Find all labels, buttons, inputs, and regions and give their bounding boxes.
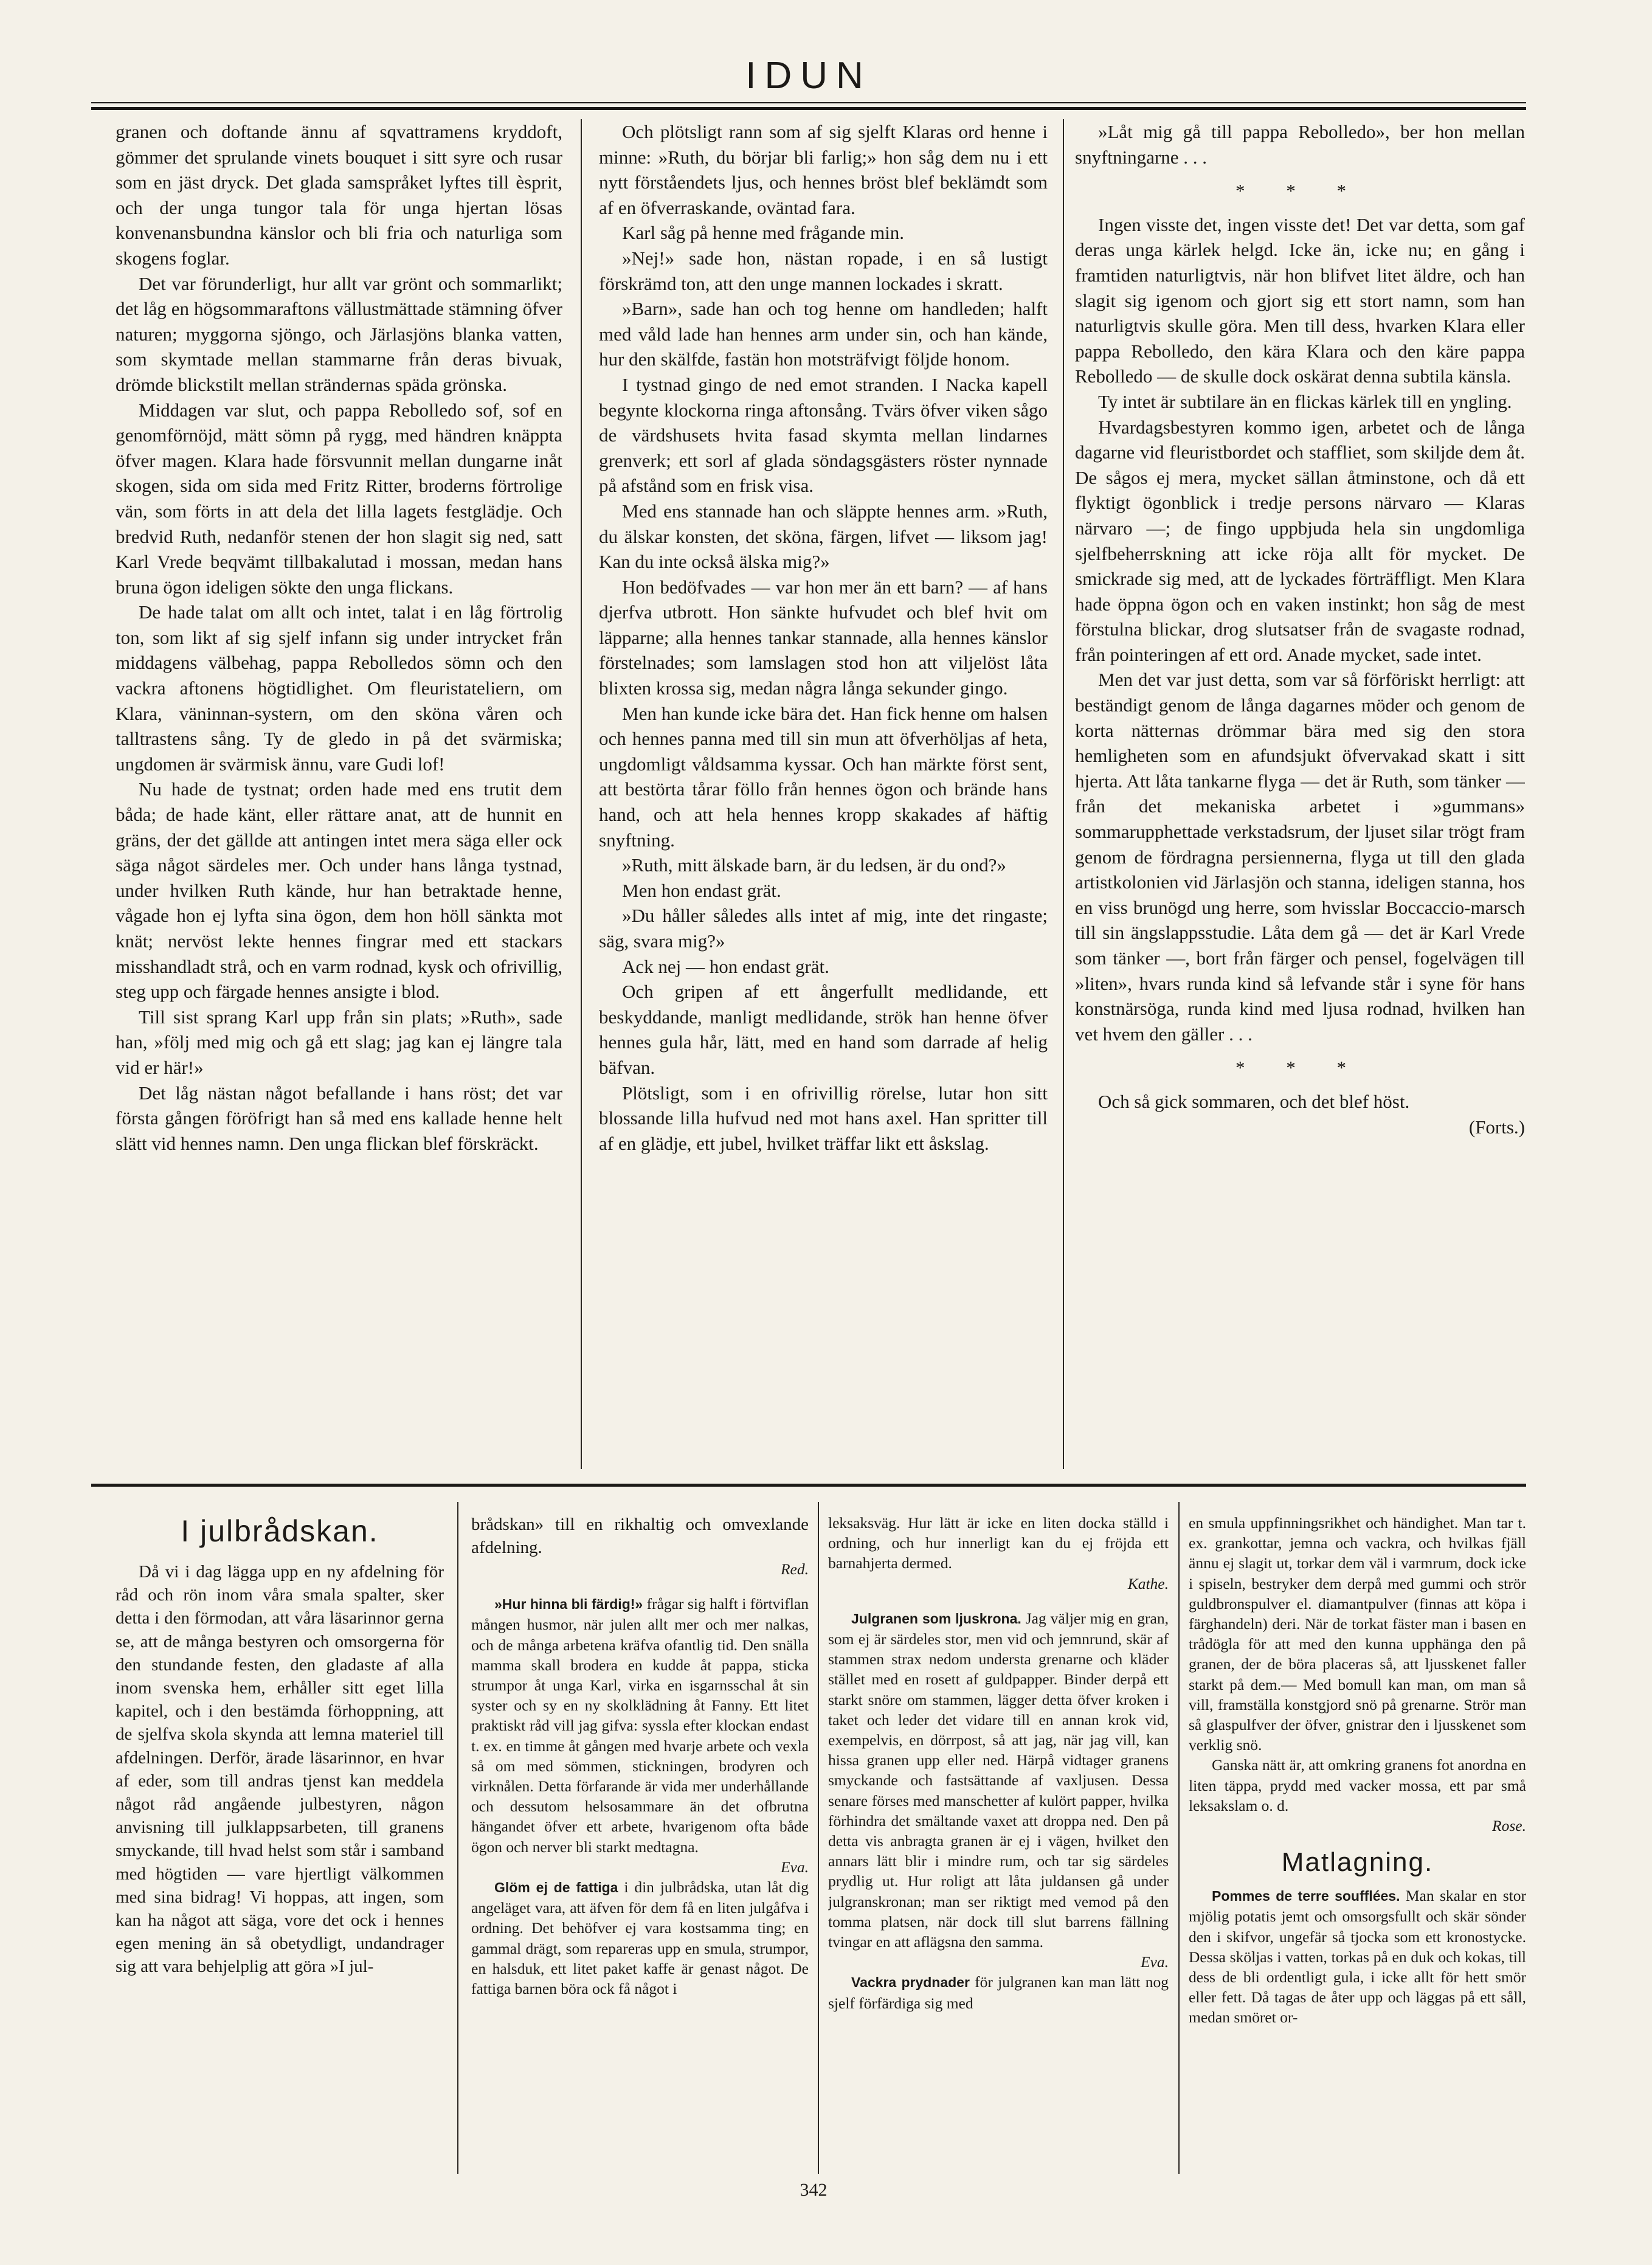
signature: Eva. — [780, 1858, 809, 1876]
tip-paragraph — [471, 1877, 809, 1999]
paragraph: Ty intet är subtilare än en flickas kärlek till en yngling. — [1098, 390, 1512, 412]
paragraph: Och plötsligt rann som af sig sjelft Klaras ord henne i minne: »Ruth, du börjar bli farlig;» hon såg dem nu i ett nytt förståendets ljus, och hennes bröst blef beklämdt som af en öfverraskande, oväntad fara. — [599, 121, 1048, 218]
section-title: I julbrådskan. — [181, 1514, 379, 1548]
paragraph: Men det var just detta, som var så förföriskt herrligt: att beständigt genom de långa dagarnes möder och genom de korta nätternas drömmar bära med sig den stora hemligheten som en afundsjukt öfvervakad skatt i sitt hjerta. Att låta tankarne flyga — det är Ruth, som tänker — från det mekaniska arbetet i »gummans» sommarupphettade verkstadsrum, der ljuset silar trögt fram genom de fördragna persiennerna, flyga ut till den glada artistkolonien vid Järlasjön och stanna, ideligen stanna, hos en viss brunögd ung herre, som hvisslar Boccaccio-marsch till sin ängslappsstudie. Låta dem gå — det är Karl Vrede som tänker —, bort från färger och pensel, fogelvägen till »liten», hvars runda kind så lefvande står i syne för hans konstnärsöga, runda kind med ljusa rodnad, hvilken han vet hvem den gäller . . . — [1075, 669, 1525, 1045]
tip-heading: »Hur hinna bli färdig!» — [494, 1596, 643, 1613]
paragraph: Ingen visste det, ingen visste det! Det var detta, som gaf deras unga kärlek helgd. Icke än, icke nu; en gång i framtiden naturligtvis, när hon blifvet litet äldre, och han slagit sig igenom och gjort sig ett stort namn, som han naturligtvis skulle göra. Men till dess, hvarken Klara eller pappa Rebolledo, den kära Klara och den käre pappa Rebolledo — de skulle dock oskärat denna subtila känsla. — [1075, 213, 1525, 387]
story-column-3 — [1075, 119, 1525, 1475]
tip-text: Jag väljer mig en gran, som ej är särdeles stor, men vid och jemnrund, skär af stammen strax nedom understa grenarne och kläder stället med en rosett af guldpapper. Binder derpå ett starkt snöre om stammen, lägger detta öfver kroken i taket och leder det vidare till en annan krok vid, exempelvis, en dörrpost, så att jag, när jag vill, kan hissa granen upp eller ned. Härpå vidtager granens smyckande och fastsättande af vaxljusen. Dessa senare förses med manschetter af kulört papper, hvilka förhindra det smältande vaxet att droppa ned. Den på detta vis anbragta granen är ej i vägen, hvilket den annars lätt blir i mindre rum, och tar sig särdeles prydlig ut. Hur roligt att låta juldansen gå under julgranskronan; man ser riktigt med vemod på den tomma platsen, när dock till slut barrens fällning tvingar en att aflägsna den samma. — [828, 1609, 1169, 1951]
tip-paragraph — [828, 1608, 1169, 1952]
paragraph: Med ens stannade han och släppte hennes arm. »Ruth, du älskar konsten, det sköna, färgen, lifvet — liksom jag! Kan du inte också älska mig?» — [599, 500, 1048, 573]
tip-text: frågar sig halft i förtviflan mången husmor, när julen allt mer och mer nalkas, och de många arbetena kräfva ofantlig tid. Den snälla mamma skall brodera en kudde åt pappa, sticka strumpor åt unga Karl, virka en isgarnsschal åt sin syster och sy en ny skolklädning åt Fanny. Ett litet praktiskt råd vill jag gifva: syssla efter klockan endast t. ex. en timme åt gången med hvarje arbete och vexla så om med sömmen, stickningen, brodyren och virknålen. Detta förfarande är vida mer underhållande och dessutom helsosammare än det ofbrutna hängandet öfver ett arbete, hvarigenom ofta både ögon och nerver bli starkt medtagna. — [471, 1595, 809, 1856]
paragraph: Ganska nätt är, att omkring granens fot anordna en liten täppa, prydd med vacker mossa, ett par små leksakslam o. d. — [1189, 1756, 1526, 1814]
paragraph: De hade talat om allt och intet, talat i en låg förtrolig ton, som likt af sig sjelf infann sig under intrycket från middagens välbehag, pappa Rebolledos sömn och den vackra aftonens högtidlighet. Om fleuristateliern, om Klara, väninnan-systern, om den sköna våren och talltrastens sång. Ty de gledo in på det svärmiska; ungdomen är svärmisk ännu, vare Gudi lof! — [116, 601, 562, 775]
tip-heading: Glöm ej de fattiga — [494, 1879, 618, 1896]
section-title-matlagning: Matlagning. — [1281, 1847, 1434, 1878]
column-divider — [581, 119, 582, 1469]
page-number: 342 — [800, 2180, 828, 2200]
recipe-text: Man skalar en stor mjölig potatis jemt och omsorgsfullt och skär sönder den i skifvor, ungefär så tjocka som ett kronostycke. Dessa sköljas i vatten, torkas på en duk och kokas, till dess de bli ordentligt gula, i icke allt för hett smör eller fett. Då tagas de åter upp och läggas på ett såll, medan smöret or- — [1189, 1887, 1526, 2027]
paragraph: Men han kunde icke bära det. Han fick henne om halsen och hennes panna med till sin mun att öfverhöljas af heta, ungdomligt våldsamma kyssar. Och han märkte först sent, att bestörta tårar föllo från hennes ögon och brände hans hand, och att hela hennes kropp skakades af häftig snyftning. — [599, 702, 1048, 851]
signature: Red. — [780, 1560, 809, 1578]
paragraph: I tystnad gingo de ned emot stranden. I Nacka kapell begynte klockorna ringa aftonsång. Tvärs öfver viken sågo de värdshusets hvita fasad skymta mellan lindarnes grenverk; ett sorl af glada söndagsgästers röster nynnade på afstånd som en frisk visa. — [599, 373, 1048, 497]
tip-paragraph — [828, 1972, 1169, 2013]
signature: Kathe. — [1127, 1574, 1169, 1592]
recipe-heading: Pommes de terre soufflées. — [1212, 1888, 1400, 1904]
paragraph: leksaksväg. Hur lätt är icke en liten docka ställd i ordning, och hur innerligt kan du ej fröjda ett barnahjerta dermed. — [828, 1514, 1169, 1572]
tip-paragraph — [471, 1594, 809, 1857]
tip-text: för julgranen kan man lätt nog sjelf förfärdiga sig med — [828, 1973, 1169, 2012]
paragraph: Hon bedöfvades — var hon mer än ett barn? — af hans djerfva utbrott. Hon sänkte hufvudet och blef hvit om läpparne; alla hennes tankar stannade, alla hennes känslor förstelnades; som lamslagen stod hon att viljelöst låta blixten krossa sig, medan några långa sekunder gingo. — [599, 576, 1048, 699]
paragraph: »Nej!» sade hon, nästan ropade, i en så lustigt förskrämd ton, att den unge mannen lockades i skratt. — [599, 247, 1048, 294]
paragraph: Då vi i dag lägga upp en ny afdelning för råd och rön inom våra smala spalter, sker detta i den förmodan, att våra läsarinnor gerna se, att de många bestyren och omsorgerna för den stundande festen, den gladaste af alla inom svenska hem, erhåller sitt eget lilla kapitel, och i den bestämda förhoppning, att de sjelfva skola skynda att lemna materiel till afdelningen. Derför, ärade läsarinnor, en hvar af eder, som till andras tjenst kan meddela något råd angående julbestyren, någon anvisning till julklappsarbeten, till granens smyckande, till hvad helst som står i samband med högtiden — vare hjertligt välkommen med sina bidrag! Vi hoppas, att ingen, som kan ha något att säga, vore det ock i hennes egen mening än så obetydligt, undandrager sig att vara behjelplig att göra »I jul- — [116, 1562, 444, 1977]
signature: Rose. — [1492, 1817, 1526, 1835]
tip-heading: Julgranen som ljuskrona. — [851, 1610, 1021, 1627]
tip-text: i din julbrådska, utan låt dig angeläget vara, att äfven för dem få en liten julgåfva i ordning. Det behöfver ej vara kostsamma ting; en gammal drägt, som repareras upp en smula, strumpor, en halsduk, ett litet paket kaffe är genast något. De fattiga barnen böra ock få något i — [471, 1878, 809, 1998]
julbradskan-column-2 — [471, 1513, 809, 2176]
paragraph: »Du håller således alls intet af mig, inte det ringaste; säg, svara mig?» — [599, 905, 1048, 952]
julbradskan-column-1 — [116, 1513, 444, 2176]
magazine-title: IDUN — [745, 55, 872, 97]
paragraph: en smula uppfinningsrikhet och händighet. Man tar t. ex. grankottar, jemna och vackra, och hvilkas fjäll ännu ej slagit ut, torkar dem väl i varmrum, dock icke i spiseln, bestryker dem derpå med gummi och strör guldbronspulver el. diamantpulver (finnas att köpa i färghandeln) deri. När de torkat fäster man i basen en trådögla för att med den kunna upphänga den på granen, der de böra placeras så, att ljusskenet faller starkt på dem.— Med bomull kan man, om man så vill, framställa konstgjord snö på grenarne. Strör man så glaspulfver der öfver, gnistrar den i ljusskenet som verklig snö. — [1189, 1514, 1526, 1754]
paragraph: Det var förunderligt, hur allt var grönt och sommarlikt; det låg en högsommaraftons vällustmättade stämning öfver naturen; myggorna sjöngo, och Järlasjöns blanka vatten, som skymtade mellan stammarne från deras bivuak, drömde blickstilt mellan strändernas späda grönska. — [116, 272, 562, 395]
paragraph: granen och doftande ännu af sqvattramens kryddoft, gömmer det sprulande vinets bouquet i sitt syre och rusar som en jäst dryck. Det glada samspråket lyftes till èsprit, och der unga tungor tala för unga hjertan lösas konvenansbundna känslor och bli fria och naturliga som skogens foglar. — [116, 121, 562, 269]
julbradskan-column-3 — [828, 1513, 1169, 2176]
paragraph: Och så gick sommaren, och det blef höst. — [1098, 1090, 1410, 1112]
paragraph: Det låg nästan något befallande i hans röst; det var första gången föröfrigt han så med ens kallade henne helt slätt vid hennes namn. Den unga flickan blef förskräckt. — [116, 1082, 562, 1154]
paragraph: Middagen var slut, och pappa Rebolledo sof, sof en genomförnöjd, mätt sömn på rygg, med händren knäppta öfver magen. Klara hade försvunnit mellan dungarne inåt skogen, sida om sida med Fritz Ritter, broderns förtrolige vän, som förts in att dela det lilla lagets festglädje. Och bredvid Ruth, nedanför stenen der hon slagit sig ned, satt Karl Vrede beqvämt tillbakalutad i mossan, medan hans bruna ögon ideligen sökte den unga flickans. — [116, 399, 562, 598]
recipe-paragraph — [1189, 1886, 1526, 2027]
paragraph: Plötsligt, som i en ofrivillig rörelse, lutar hon sitt blossande lilla hufvud ned mot hans axel. Han spritter till af en glädje, ett jubel, hvilket träffar likt ett åskslag. — [599, 1082, 1048, 1154]
paragraph: Ack nej — hon endast grät. — [622, 955, 829, 977]
header-rule-thick — [91, 107, 1526, 110]
column-divider — [1063, 119, 1064, 1469]
column-divider — [818, 1502, 819, 2174]
section-stars: * * * — [1236, 180, 1364, 202]
story-column-1 — [116, 119, 562, 1475]
paragraph: Men hon endast grät. — [622, 879, 781, 901]
story-column-2 — [599, 119, 1048, 1475]
tip-heading: Vackra prydnader — [851, 1974, 970, 1991]
section-rule — [91, 1484, 1526, 1487]
section-stars: * * * — [1236, 1057, 1364, 1079]
paragraph: Till sist sprang Karl upp från sin plats; »Ruth», sade han, »följ med mig och gå ett slag; jag kan ej längre tala vid er här!» — [116, 1006, 562, 1078]
column-divider — [1178, 1502, 1180, 2174]
paragraph: brådskan» till en rikhaltig och omvexlande afdelning. — [471, 1515, 809, 1557]
paragraph: Nu hade de tystnat; orden hade med ens trutit dem båda; de hade känt, eller rättare anat, att de hunnit en gräns, der det gällde att antingen intet mera säga eller ock säga något särdeles mer. Och under hans långa tystnad, under hvilken Ruth kände, hur han betraktade henne, vågade hon ej lyfta sina ögon, dem hon höll sänkta mot knät; nervöst lekte hennes fingrar med ett stackars misshandladt strå, och en varm rodnad, kysk och ofrivillig, steg upp och färgade hennes ansigte i blod. — [116, 778, 562, 1003]
paragraph: Karl såg på henne med frågande min. — [622, 222, 904, 244]
paragraph: »Låt mig gå till pappa Rebolledo», ber hon mellan snyftningarne . . . — [1075, 121, 1525, 168]
paragraph: »Barn», sade han och tog henne om handleden; halft med våld lade han hennes arm under sin, och han kände, hur den skälfde, fastän hon motsträfvigt följde honom. — [599, 298, 1048, 370]
header-rule-thin — [91, 102, 1526, 103]
julbradskan-column-4 — [1189, 1513, 1526, 2176]
paragraph: Hvardagsbestyren kommo igen, arbetet och de långa dagarne vid fleuristbordet och staffliet, som skiljde dem åt. De sågos ej mera, mycket sällan åtminstone, och då ett flyktigt ögonblick i tredje persons närvaro — Klaras närvaro —; de fingo uppbjuda hela sin ungdomliga sjelfbeherrskning att icke röja allt för mycket. De smickrade sig med, att de lyckades förträffligt. Men Klara hade öppna ögon och en vaken instinkt; hon såg de mest förstulna blickar, drog slutsatser från de svagaste rodnad, från pointeringen af ett ord. Anade mycket, sade intet. — [1075, 416, 1525, 665]
paragraph: »Ruth, mitt älskade barn, är du ledsen, är du ond?» — [622, 854, 1006, 876]
signature: Eva. — [1140, 1953, 1169, 1971]
masthead-area — [91, 55, 1526, 97]
paragraph: Och gripen af ett ångerfullt medlidande, ett beskyddande, manligt medlidande, strök han henne öfver hennes gula hår, lätt, med en hand som darrade af helig bäfvan. — [599, 981, 1048, 1078]
continued-note: (Forts.) — [1468, 1116, 1525, 1138]
column-divider — [457, 1502, 458, 2174]
